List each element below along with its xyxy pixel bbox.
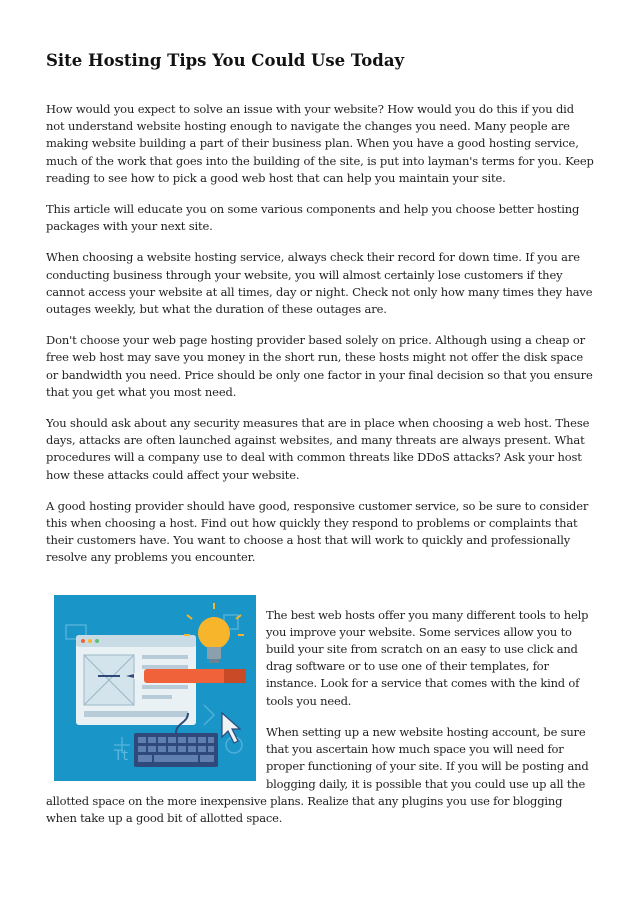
paragraph-customer-service: A good hosting provider should have good, responsive customer service, so be sure to consider this when choosing a host. Find out how quickly they respond to problems or complaints that their customers have. You want to choose a host that will work to quickly and professionally resolve any problems you encounter. (46, 498, 589, 565)
paragraph-tools: The best web hosts offer you many different tools to help you improve your website. Some services allow you to build your site from scratch on an easy to use click and drag software or to use one of their templates, for instance. Look for a service that comes with the kind of tools you need. (266, 607, 589, 708)
web-design-illustration (54, 595, 256, 781)
document-title: Site Hosting Tips You Could Use Today (46, 51, 405, 70)
web-design-icon (54, 595, 256, 781)
figure-section (46, 581, 594, 827)
paragraph-space: When setting up a new website hosting account, be sure that you ascertain how much space you will need for proper functioning of your site. If you will be posting and blogging daily, it is possible that you could use up all the allotted space on the more inexpensive plans. Realize that any plugins you use for blogging when take up a good bit of allotted space. (46, 724, 589, 825)
svg-text:Tt: Tt (114, 747, 129, 764)
paragraph-intro: How would you expect to solve an issue with your website? How would you do this if you did not understand website hosting enough to navigate the changes you need. Many people are making website building a part of their business plan. When you have a good hosting service, much of the work that goes into the building of the site, is put into layman's terms for you. Keep reading to see how to pick a good web host that can help you maintain your site. (46, 102, 594, 185)
paragraph-article: This article will educate you on some various components and help you choose better hosting packages with your next site. (46, 202, 580, 234)
document-page (46, 50, 594, 841)
paragraph-price: Don't choose your web page hosting provider based solely on price. Although using a cheap or free web host may save you money in the short run, these hosts might not offer the disk space or bandwidth you need. Price should be only one factor in your final decision so that you ensure that you get what you most need. (46, 333, 593, 399)
paragraph-security: You should ask about any security measures that are in place when choosing a web host. These days, attacks are often launched against websites, and many threats are always present. What procedures will a company use to deal with common threats like DDoS attacks? Ask your host how these attacks could affect your website. (46, 416, 590, 482)
paragraph-downtime: When choosing a website hosting service, always check their record for down time. If you are conducting business through your website, you will almost certainly lose customers if they cannot access your website at all times, day or night. Check not only how many times they have outages weekly, but what the duration of these outages are. (46, 250, 593, 317)
